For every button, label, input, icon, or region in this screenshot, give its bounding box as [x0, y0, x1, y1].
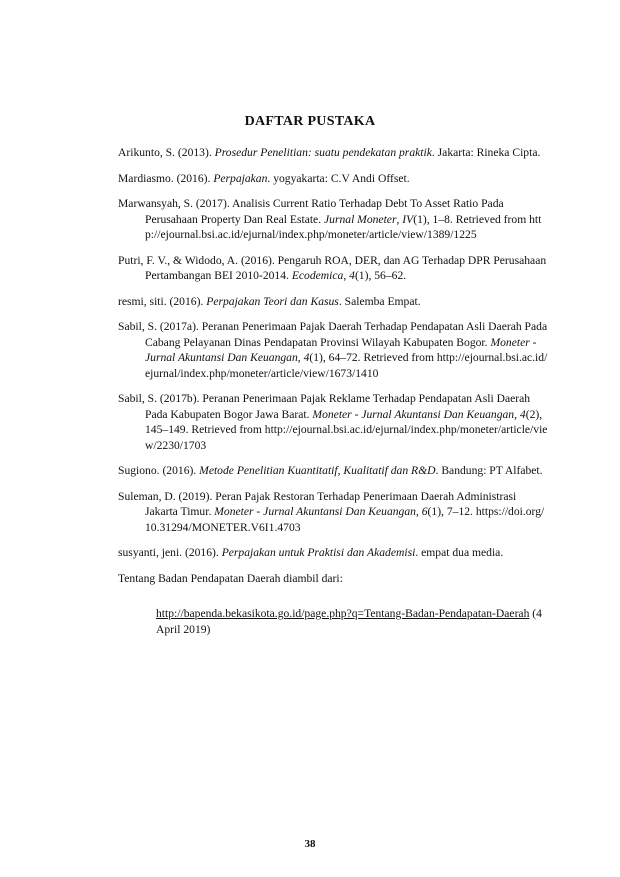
reference-text: , — [297, 351, 304, 364]
reference-text: , — [415, 505, 422, 518]
reference-journal: Ecodemica — [291, 269, 344, 282]
reference-journal: Moneter - Jurnal Akuntansi Dan Keuangan — [145, 335, 537, 364]
reference-entry — [118, 171, 548, 187]
reference-text: Sabil, S. (2017b). Peranan Penerimaan Pajak Reklame Terhadap Pendapatan Asli Daerah Pada Kabupaten Bogor Jawa Barat. — [118, 392, 531, 421]
reference-text: , — [396, 212, 403, 226]
reference-text: . Bandung: PT Alfabet. — [435, 464, 543, 477]
reference-text: (1), 56–62. — [354, 269, 407, 282]
reference-volume: IV — [402, 212, 414, 226]
reference-text: Marwansyah, S. (2017). Analisis Current Ratio Terhadap Debt To Asset Ratio Pada Perusahaan Property Dan Real Estate. — [118, 197, 504, 226]
reference-journal: Moneter - Jurnal Akuntansi Dan Keuangan — [214, 505, 416, 518]
reference-text: . empat dua media. — [415, 546, 504, 559]
reference-text: . Salemba Empat. — [338, 294, 421, 308]
reference-text: (1), 64–72. Retrieved from http://ejournal.bsi.ac.id/ejurnal/index.php/moneter/article/view/1673/1410 — [145, 351, 548, 380]
reference-text: , — [514, 407, 520, 421]
reference-entry — [118, 391, 548, 453]
reference-list — [118, 145, 548, 637]
reference-title: Perpajakan untuk Praktisi dan Akademisi — [221, 546, 416, 559]
reference-entry — [118, 545, 548, 561]
reference-volume: 6 — [421, 505, 428, 518]
reference-entry — [118, 253, 548, 284]
reference-text: (2), 145–149. Retrieved from http://ejournal.bsi.ac.id/ejurnal/index.php/moneter/article/view/2230/1703 — [145, 407, 548, 452]
reference-text: Suleman, D. (2019). Peran Pajak Restoran Terhadap Penerimaan Daerah Administrasi Jakarta Timur. — [118, 489, 517, 518]
reference-text: Sugiono. (2016). — [118, 464, 200, 477]
reference-entry — [118, 145, 548, 161]
reference-volume: 4 — [519, 407, 526, 421]
reference-text: (1), 1–8. Retrieved from http://ejournal.bsi.ac.id/ejurnal/index.php/moneter/article/view/1389/1225 — [145, 212, 542, 241]
reference-text: , — [343, 269, 350, 282]
reference-title: Perpajakan Teori dan Kasus — [206, 294, 339, 308]
access-date: (4 April 2019) — [156, 607, 542, 636]
reference-entry — [118, 196, 548, 243]
reference-text: susyanti, jeni. (2016). — [118, 546, 222, 559]
reference-volume: 4 — [303, 351, 310, 364]
reference-journal: Moneter - Jurnal Akuntansi Dan Keuangan — [312, 407, 515, 421]
access-source — [118, 606, 548, 637]
reference-title: Perpajakan — [213, 171, 268, 185]
page-number: 38 — [304, 838, 316, 850]
reference-text: Sabil, S. (2017a). Peranan Penerimaan Pajak Daerah Terhadap Pendapatan Asli Daerah Pada Cabang Pelayanan Dinas Pendapatan Provinsi Wilayah Kabupaten Bogor. — [118, 320, 548, 349]
reference-text: Mardiasmo. (2016). — [118, 171, 214, 185]
reference-journal: Jurnal Moneter — [324, 212, 397, 226]
reference-entry — [118, 489, 548, 536]
reference-entry — [118, 319, 548, 381]
reference-text: resmi, siti. (2016). — [118, 294, 207, 308]
reference-text: Arikunto, S. (2013). — [118, 146, 215, 159]
reference-volume: 4 — [349, 269, 355, 282]
reference-entry — [118, 463, 548, 479]
access-note: Tentang Badan Pendapatan Daerah diambil dari: — [118, 571, 343, 585]
reference-text: Putri, F. V., & Widodo, A. (2016). Pengaruh ROA, DER, dan AG Terhadap DPR Perusahaan Pertambangan BEI 2010-2014. — [118, 253, 547, 282]
reference-title: Prosedur Penelitian: suatu pendekatan praktik — [214, 146, 432, 159]
reference-text: . Jakarta: Rineka Cipta. — [431, 146, 541, 159]
source-link[interactable]: http://bapenda.bekasikota.go.id/page.php?q=Tentang-Badan-Pendapatan-Daerah — [156, 607, 530, 620]
reference-entry — [118, 294, 548, 310]
reference-text: . yogyakarta: C.V Andi Offset. — [267, 171, 410, 185]
page-title: DAFTAR PUSTAKA — [244, 114, 376, 129]
reference-text: (1), 7–12. https://doi.org/10.31294/MONETER.V6I1.4703 — [145, 505, 545, 534]
reference-title: Metode Penelitian Kuantitatif, Kualitatif dan R&D — [199, 464, 436, 477]
